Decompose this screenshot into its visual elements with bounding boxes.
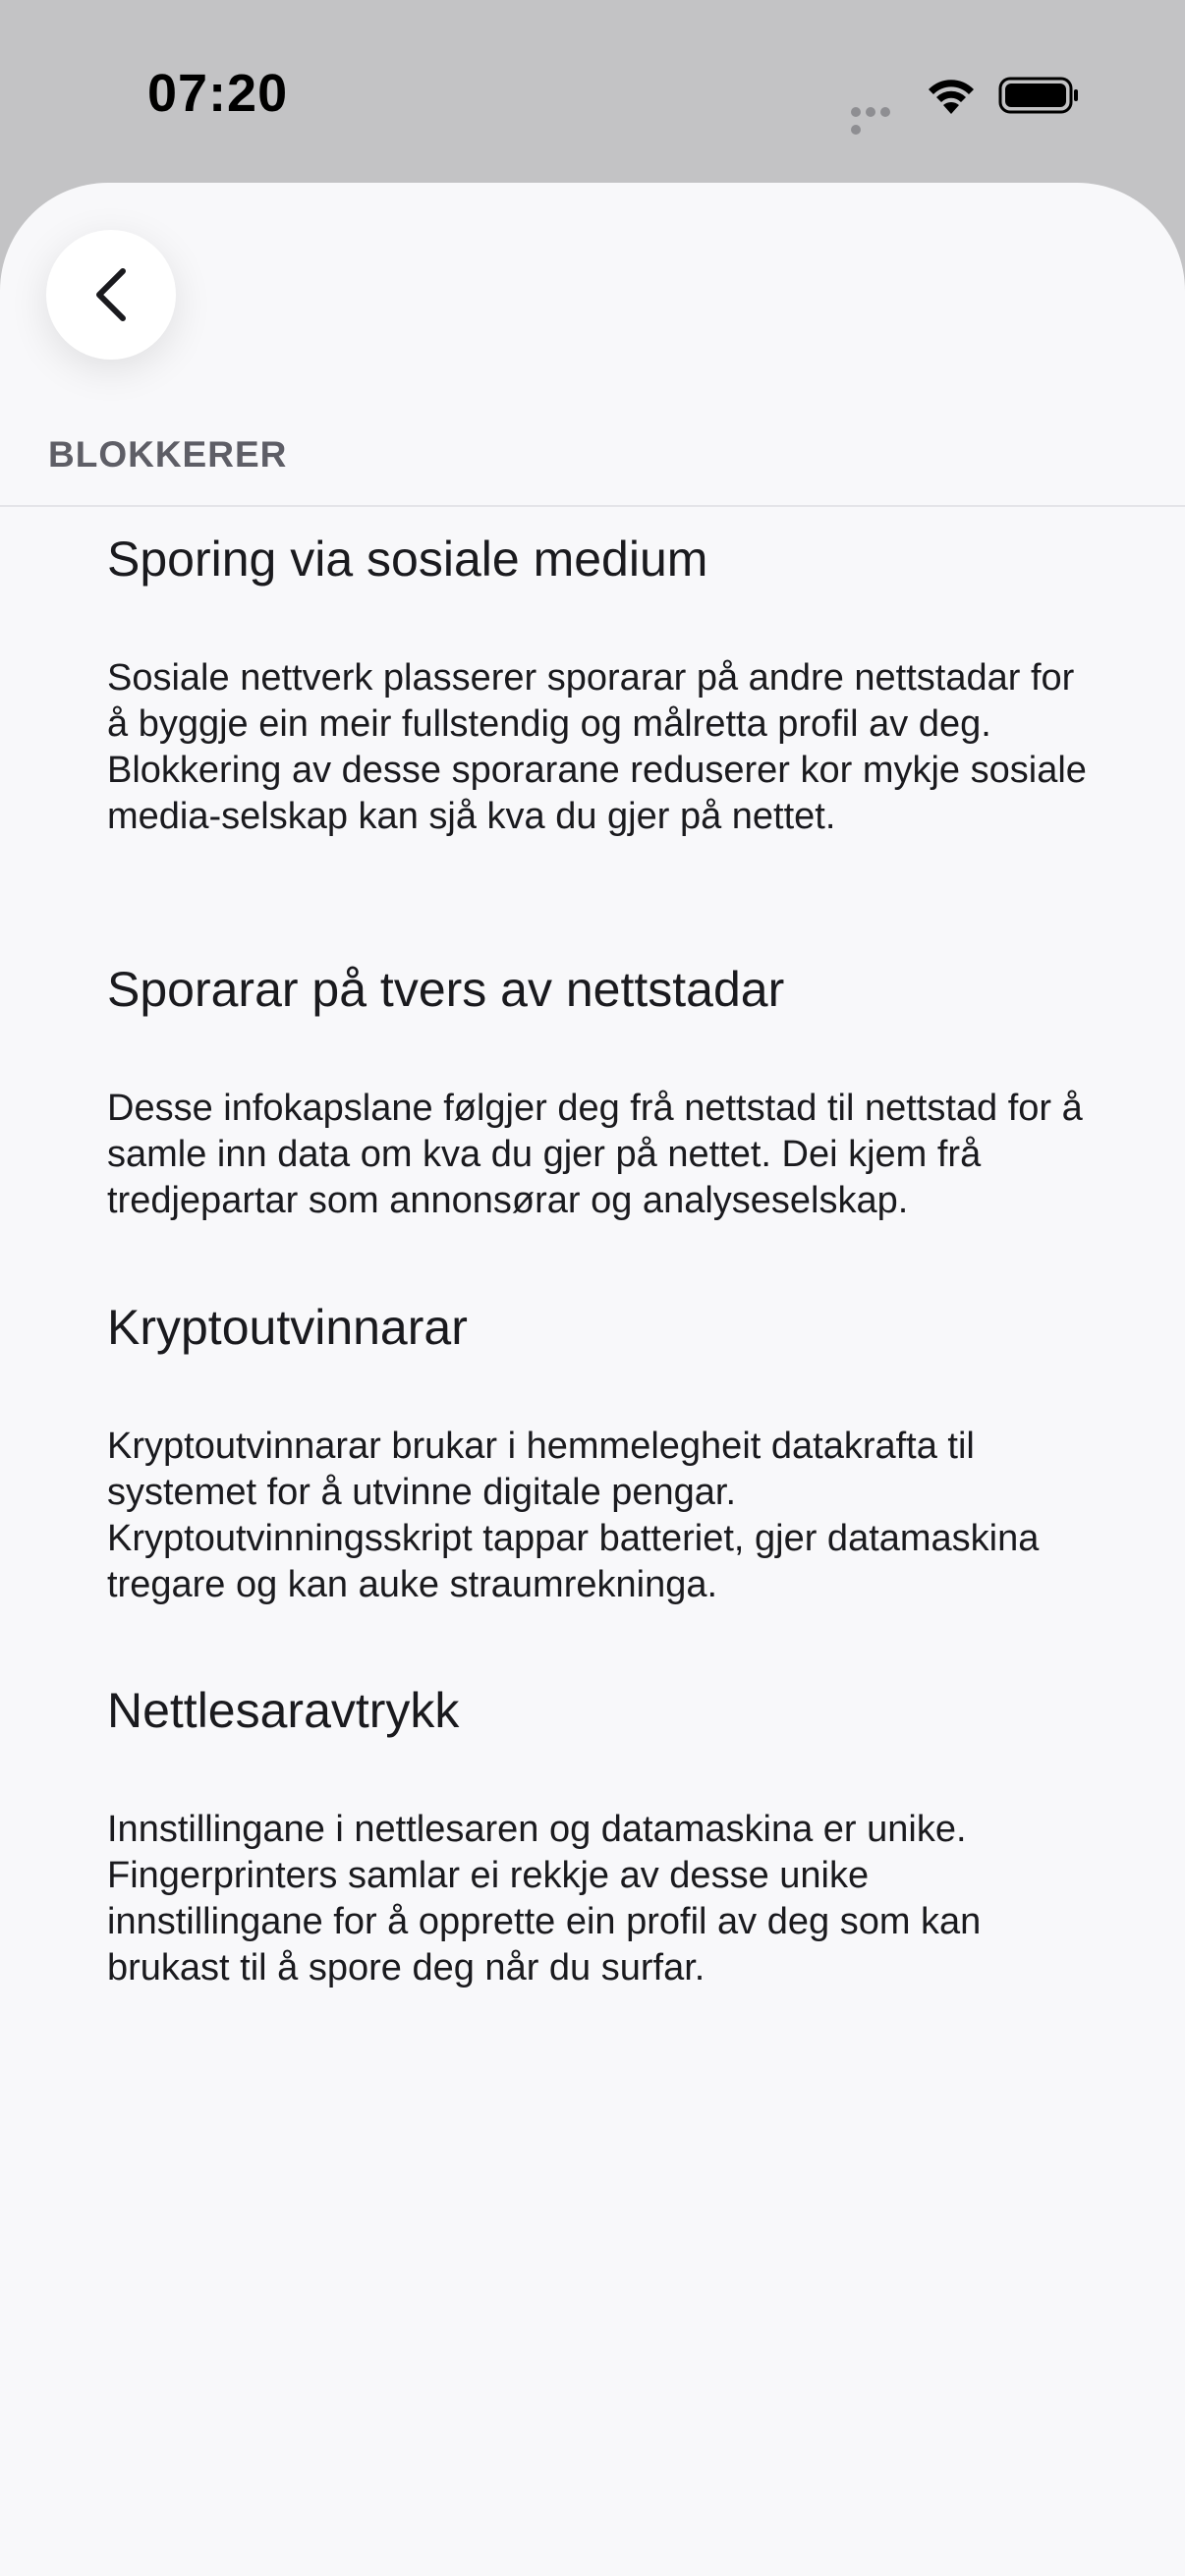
sheet-panel: [0, 183, 1185, 2576]
cellular-signal-icon: [851, 104, 906, 114]
list-item: [107, 525, 1090, 840]
item-description: Kryptoutvinnarar brukar i hemmelegheit datakrafta til systemet for å utvinne digitale pengar. Kryptoutvinningsskript tappar batteriet, gjer datamaskina tregare og kan auke straumrekninga.: [107, 1426, 1040, 1605]
section-header: BLOKKERER: [48, 434, 288, 475]
back-button[interactable]: [46, 230, 176, 360]
item-description: Innstillingane i nettlesaren og datamaskina er unike. Fingerprinters samlar ei rekkje av desse unike innstillingane for å opprette ein profil av deg som kan brukast til å spore deg når du surfar.: [107, 1809, 982, 1988]
item-title: Kryptoutvinnarar: [107, 1300, 468, 1355]
wifi-icon: [924, 75, 979, 116]
status-bar: [0, 0, 1185, 183]
list-item: [107, 1293, 1090, 1608]
item-title: Sporarar på tvers av nettstadar: [107, 962, 785, 1017]
list-item: [107, 955, 1090, 1224]
battery-icon: [998, 75, 1081, 116]
item-title: Nettlesaravtrykk: [107, 1683, 460, 1738]
divider: [0, 505, 1185, 507]
item-description: Sosiale nettverk plasserer sporarar på andre nettstadar for å byggje ein meir fullstendig og målretta profil av deg. Blokkering av desse sporarane reduserer kor mykje sosiale media-selskap kan sjå kva du gjer på nettet.: [107, 657, 1087, 837]
list-item: [107, 1676, 1090, 1991]
item-title: Sporing via sosiale medium: [107, 532, 708, 587]
status-time: 07:20: [147, 64, 289, 123]
chevron-left-icon: [89, 265, 133, 324]
item-description: Desse infokapslane følgjer deg frå nettstad til nettstad for å samle inn data om kva du gjer på nettet. Dei kjem frå tredjepartar som annonsørar og analyseselskap.: [107, 1088, 1083, 1221]
